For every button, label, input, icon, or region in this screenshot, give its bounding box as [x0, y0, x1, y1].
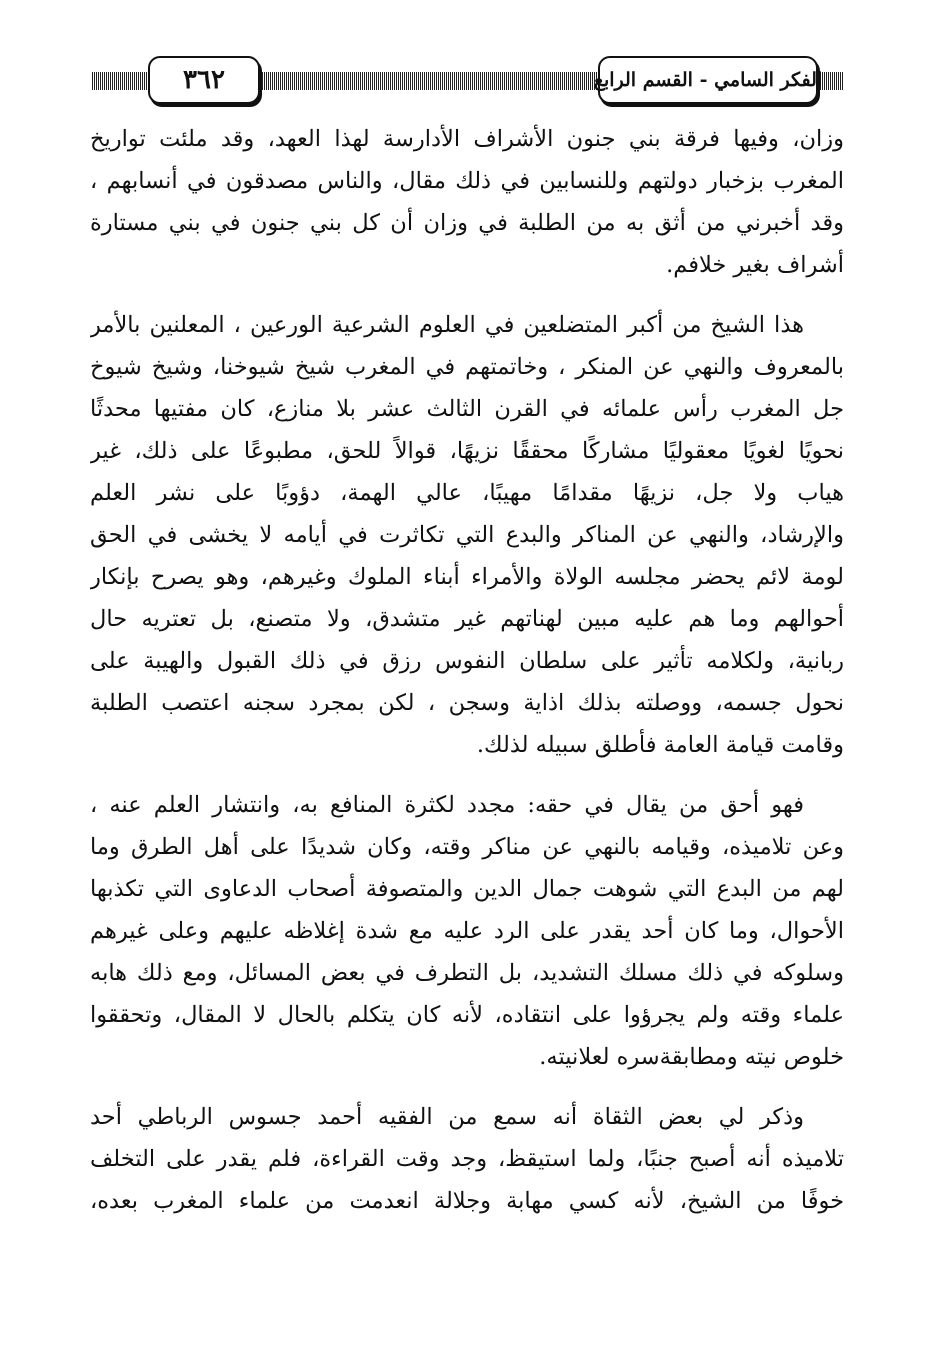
text-line: لهم من البدع التي شوهت جمال الدين والمتصوفة أصحاب الدعاوى التي تكذبها — [90, 876, 844, 902]
page-number: ٣٦٢ — [183, 65, 225, 95]
text-line: الأحوال، وما كان أحد يقدر على الرد عليه مع شدة إغلاظه عليهم وعلى غيرهم — [90, 918, 844, 944]
text-line: وذكر لي بعض الثقاة أنه سمع من الفقيه أحمد جسوس الرباطي أحد — [90, 1104, 804, 1130]
text-line: وزان، وفيها فرقة بني جنون الأشراف الأدارسة لهذا العهد، وقد ملئت تواريخ — [90, 126, 844, 152]
text-line: وسلوكه في ذلك مسلك التشديد، بل التطرف في بعض المسائل، ومع ذلك هابه — [90, 960, 844, 986]
text-line: علماء وقته ولم يجرؤوا على انتقاده، لأنه كان يتكلم بالحال لا المقال، وتحققوا — [90, 1002, 844, 1028]
text-line: نحول جسمه، ووصلته بذلك اذاية وسجن ، لكن بمجرد سجنه اعتصب الطلبة — [90, 690, 844, 716]
text-line: هذا الشيخ من أكبر المتضلعين في العلوم الشرعية الورعين ، المعلنين بالأمر — [90, 312, 804, 338]
text-line: ربانية، ولكلامه تأثير على سلطان النفوس رزق في ذلك القبول والهيبة على — [90, 648, 844, 674]
running-title-box — [593, 56, 823, 104]
text-line: خلوص نيته ومطابقةسره لعلانيته. — [539, 1044, 844, 1070]
page-number-box — [148, 56, 260, 104]
paragraph-2 — [90, 304, 844, 766]
text-line: تلاميذه أنه أصبح جنبًا، ولما استيقظ، وجد وقت القراءة، فلم يقدر على التخلف — [90, 1146, 844, 1172]
text-line: خوفًا من الشيخ، لأنه كسي مهابة وجلالة انعدمت من علماء المغرب بعده، — [90, 1188, 844, 1214]
text-line: أحوالهم وما هم عليه مبين لهناتهم غير متشدق، ولا متصنع، بل تعتريه حال — [90, 606, 844, 632]
text-line: المغرب بزخبار دولتهم وللنسابين في ذلك مقال، والناس مصدقون في أنسابهم ، — [90, 168, 844, 194]
paragraph-4 — [90, 1096, 844, 1222]
paragraph-1 — [90, 118, 844, 286]
running-title: الفكر السامي - القسم الرابع — [593, 69, 823, 91]
text-line: لومة لائم يحضر مجلسه الولاة والأمراء أبناء الملوك وغيرهم، وهو يصرح بإنكار — [90, 564, 844, 590]
paragraph-3 — [90, 784, 844, 1078]
text-line: هياب ولا جل، نزيهًا مقدامًا مهيبًا، عالي الهمة، دؤوبًا على نشر العلم — [90, 480, 844, 506]
body-text — [90, 118, 844, 1240]
text-line: أشراف بغير خلافم. — [666, 252, 844, 278]
text-line: بالمعروف والنهي عن المنكر ، وخاتمتهم في المغرب شيخ شيوخنا، وشيخ شيوخ — [90, 354, 844, 380]
text-line: فهو أحق من يقال في حقه: مجدد لكثرة المنافع به، وانتشار العلم عنه ، — [90, 792, 804, 818]
page-header — [92, 52, 844, 112]
text-line: وقامت قيامة العامة فأطلق سبيله لذلك. — [476, 732, 844, 758]
text-line: جل المغرب رأس علمائه في القرن الثالث عشر بلا منازع، كان مفتيها محدثًا — [90, 396, 844, 422]
text-line: والإرشاد، والنهي عن المناكر والبدع التي تكاثرت في أيامه لا يخشى في الحق — [90, 522, 844, 548]
text-line: وقد أخبرني من أثق به من الطلبة في وزان أن كل بني جنون في بني مستارة — [90, 210, 844, 236]
text-line: نحويًا لغويًا معقوليًا مشاركًا محققًا نزيهًا، قوالاً للحق، مطبوعًا على ذلك، غير — [90, 438, 844, 464]
text-line: وعن تلاميذه، وقيامه بالنهي عن مناكر وقته، وكان شديدًا على أهل الطرق وما — [90, 834, 844, 860]
